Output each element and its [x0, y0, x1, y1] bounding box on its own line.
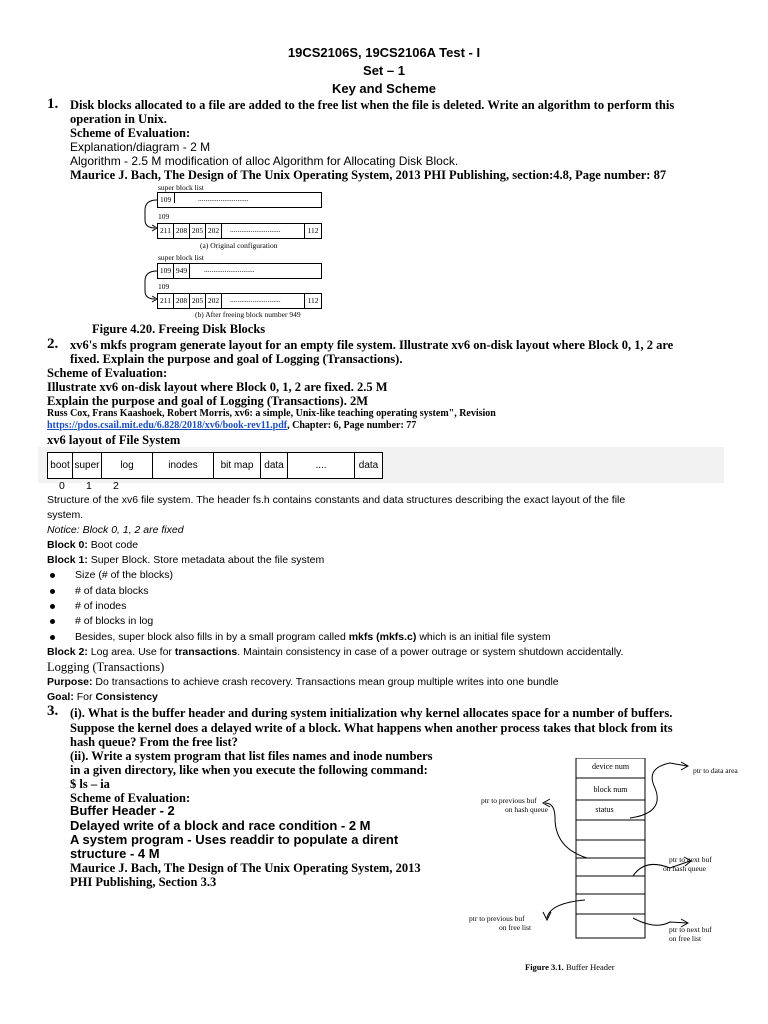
fig-b-cell: 112 [304, 294, 321, 308]
fs-cell-super: super [73, 453, 102, 478]
bh-ptr-prev-hash-1: ptr to previous buf [481, 796, 537, 805]
q2-reference-line2 [47, 420, 416, 431]
doc-title: 19CS2106S, 19CS2106A Test - I [287, 45, 481, 60]
q3-text-line5: in a given directory, like when you execute the following command: [70, 763, 428, 777]
bh-ptr-next-free-2: on free list [669, 934, 702, 943]
q3-command: $ ls – ia [70, 777, 110, 791]
q3-number: 3. [47, 703, 59, 719]
bh-device-num: device num [591, 762, 630, 771]
q2-structure-line2: system. [47, 509, 84, 521]
fs-cell-inodes: inodes [153, 453, 214, 478]
q2-block1 [47, 554, 324, 566]
list-item: # of blocks in log [50, 615, 153, 627]
q3-scheme-item2: Delayed write of a block and race condition - 2 M [70, 818, 371, 833]
fig-a-cell: 112 [304, 224, 321, 238]
block1-text: Super Block. Store metadata about the file system [87, 554, 325, 566]
goal-label: Goal: [47, 691, 74, 703]
q1-scheme-item1: Explanation/diagram - 2 M [70, 140, 211, 154]
fs-cell-dots: .... [288, 453, 355, 478]
buffer-header-figure [455, 758, 745, 978]
q2-scheme-item2: Explain the purpose and goal of Logging (Transactions). 2M [47, 394, 368, 408]
q2-number: 2. [47, 336, 59, 352]
fig-a-cell: 205 [190, 224, 206, 238]
fig-b-next-label: 109 [158, 282, 170, 291]
fs-number-2: 2 [113, 480, 119, 492]
q3-scheme-item1: Buffer Header - 2 [70, 803, 175, 818]
fig-a-top-cell: 109 [160, 193, 175, 203]
list-item: # of data blocks [50, 585, 149, 597]
block0-label: Block 0: [47, 539, 88, 551]
fig-b-dots: ........................... [204, 265, 255, 274]
fig-a-cell: 202 [206, 224, 222, 238]
bh-block-num: block num [593, 785, 628, 794]
q2-scheme-title: Scheme of Evaluation: [47, 366, 168, 380]
q1-reference: Maurice J. Bach, The Design of The Unix Operating System, 2013 PHI Publishing, section:4.8, Page number: 87 [70, 168, 667, 182]
fig-a-block-row [157, 223, 322, 239]
q3-text-line1: (i). What is the buffer header and during system initialization why kernel allocates space for a number of buffers. [70, 706, 673, 720]
fig-a-caption: (a) Original configuration [200, 241, 278, 250]
q2-block0 [47, 539, 138, 551]
q1-scheme-title: Scheme of Evaluation: [70, 126, 191, 140]
q2-structure-line1: Structure of the xv6 file system. The header fs.h contains constants and data structures describing the exact layout of the file [47, 494, 626, 506]
fig-b-super-block-label: super block list [158, 253, 204, 262]
block0-text: Boot code [87, 539, 139, 551]
q3-text-line3: hash queue? From the free list? [70, 735, 238, 749]
fig-b-cell: 202 [206, 294, 222, 308]
fig-b-cell: 211 [158, 294, 174, 308]
q1-figure-caption: Figure 4.20. Freeing Disk Blocks [92, 322, 266, 336]
fs-number-0: 0 [59, 480, 65, 492]
q3-reference-line1: Maurice J. Bach, The Design of The Unix Operating System, 2013 [70, 861, 421, 875]
q2-block2: Block 2: Log area. Use for transactions. Maintain consistency in case of a power outrage or system shutdown accidentally. [47, 646, 624, 658]
fig-a-super-block-label: super block list [158, 183, 204, 192]
fig-b-caption: (b) After freeing block number 949 [195, 310, 301, 319]
q1-text-line1: Disk blocks allocated to a file are added to the free list when the file is deleted. Write an algorithm to perform this [70, 98, 675, 112]
q3-text-line2: Suppose the kernel does a delayed write of a block. What happens when another process takes that block from its [70, 721, 673, 735]
q2-scheme-item1: Illustrate xv6 on-disk layout where Block 0, 1, 2 are fixed. 2.5 M [47, 380, 388, 394]
bh-ptr-prev-free-2: on free list [499, 923, 532, 932]
fig-b-super-block-row [157, 263, 322, 279]
fig-b-row-dots: ........................... [230, 295, 281, 304]
fig-a-cell: 211 [158, 224, 174, 238]
block1-label: Block 1: [47, 554, 88, 566]
bh-ptr-next-hash-2: on hash queue [663, 864, 706, 873]
bh-status: status [595, 805, 614, 814]
doc-set: Set – 1 [363, 63, 405, 78]
fig-a-cell: 208 [174, 224, 190, 238]
q2-goal: Goal: For Consistency [47, 691, 158, 703]
q2-purpose: Purpose: Do transactions to achieve crash recovery. Transactions mean group multiple writes into one bundle [47, 676, 559, 688]
q2-reference-line1: Russ Cox, Frans Kaashoek, Robert Morris, xv6: a simple, Unix-like teaching operating system", Revision [47, 408, 496, 419]
fig-b-cell: 205 [190, 294, 206, 308]
fig-b-block-row [157, 293, 322, 309]
block2-label: Block 2: [47, 646, 88, 658]
fig-a-next-label: 109 [158, 212, 170, 221]
q2-notice: Notice: Block 0, 1, 2 are fixed [47, 524, 184, 536]
fig-b-top-cell: 109 [158, 264, 174, 278]
bh-figure-caption: Figure 3.1. Buffer Header [525, 962, 615, 972]
bh-ptr-next-free-1: ptr to next buf [669, 925, 712, 934]
list-item: Size (# of the blocks) [50, 569, 173, 581]
bullet-icon [50, 589, 55, 594]
bullet-icon [50, 604, 55, 609]
bh-ptr-next-hash-1: ptr to next buf [669, 855, 712, 864]
fs-cell-boot: boot [48, 453, 73, 478]
fs-number-1: 1 [86, 480, 92, 492]
q3-scheme-title: Scheme of Evaluation: [70, 791, 191, 805]
purpose-label: Purpose: [47, 676, 93, 688]
bullet-icon [50, 573, 55, 578]
list-item: # of inodes [50, 600, 126, 612]
q1-scheme-item2: Algorithm - 2.5 M modification of alloc Algorithm for Allocating Disk Block. [70, 154, 459, 168]
q3-scheme-item3b: structure - 4 M [70, 846, 160, 861]
q2-reference-link[interactable]: https://pdos.csail.mit.edu/6.828/2018/xv6/book-rev11.pdf [47, 420, 288, 431]
q2-reference-tail: , Chapter: 6, Page number: 77 [287, 420, 417, 431]
fs-cell-bitmap: bit map [214, 453, 261, 478]
freeing-disk-blocks-figure [140, 183, 330, 318]
q1-text-line2: operation in Unix. [70, 112, 167, 126]
fig-a-row-dots: ........................... [230, 225, 281, 234]
bh-ptr-prev-free-1: ptr to previous buf [469, 914, 525, 923]
list-item: Besides, super block also fills in by a small program called mkfs (mkfs.c) which is an initial file system [50, 631, 551, 643]
q3-text-line4: (ii). Write a system program that list files names and inode numbers [70, 749, 433, 763]
q3-reference-line2: PHI Publishing, Section 3.3 [70, 875, 217, 889]
fs-cell-data-last: data [358, 460, 379, 471]
bullet-icon [50, 635, 55, 640]
xv6-layout-diagram [47, 452, 383, 479]
fig-a-super-block-row [157, 192, 322, 208]
q2-layout-title: xv6 layout of File System [47, 433, 181, 447]
q1-number: 1. [47, 96, 59, 112]
q3-scheme-item3a: A system program - Uses readdir to populate a dirent [70, 832, 399, 847]
fig-b-cell: 208 [174, 294, 190, 308]
fs-cell-log: log [102, 453, 153, 478]
bh-ptr-data: ptr to data area [693, 766, 738, 775]
fig-a-dots: ........................... [198, 194, 249, 203]
fs-cell-data: data [261, 453, 288, 478]
q2-text-line1: xv6's mkfs program generate layout for an empty file system. Illustrate xv6 on-disk layout where Block 0, 1, 2 are [70, 338, 674, 352]
fig-b-top-cell: 949 [174, 264, 190, 278]
bh-ptr-prev-hash-2: on hash queue [505, 805, 548, 814]
doc-subtitle: Key and Scheme [331, 81, 437, 96]
q2-text-line2: fixed. Explain the purpose and goal of Logging (Transactions). [70, 352, 403, 366]
bullet-icon [50, 619, 55, 624]
q2-logging-title: Logging (Transactions) [47, 660, 165, 674]
